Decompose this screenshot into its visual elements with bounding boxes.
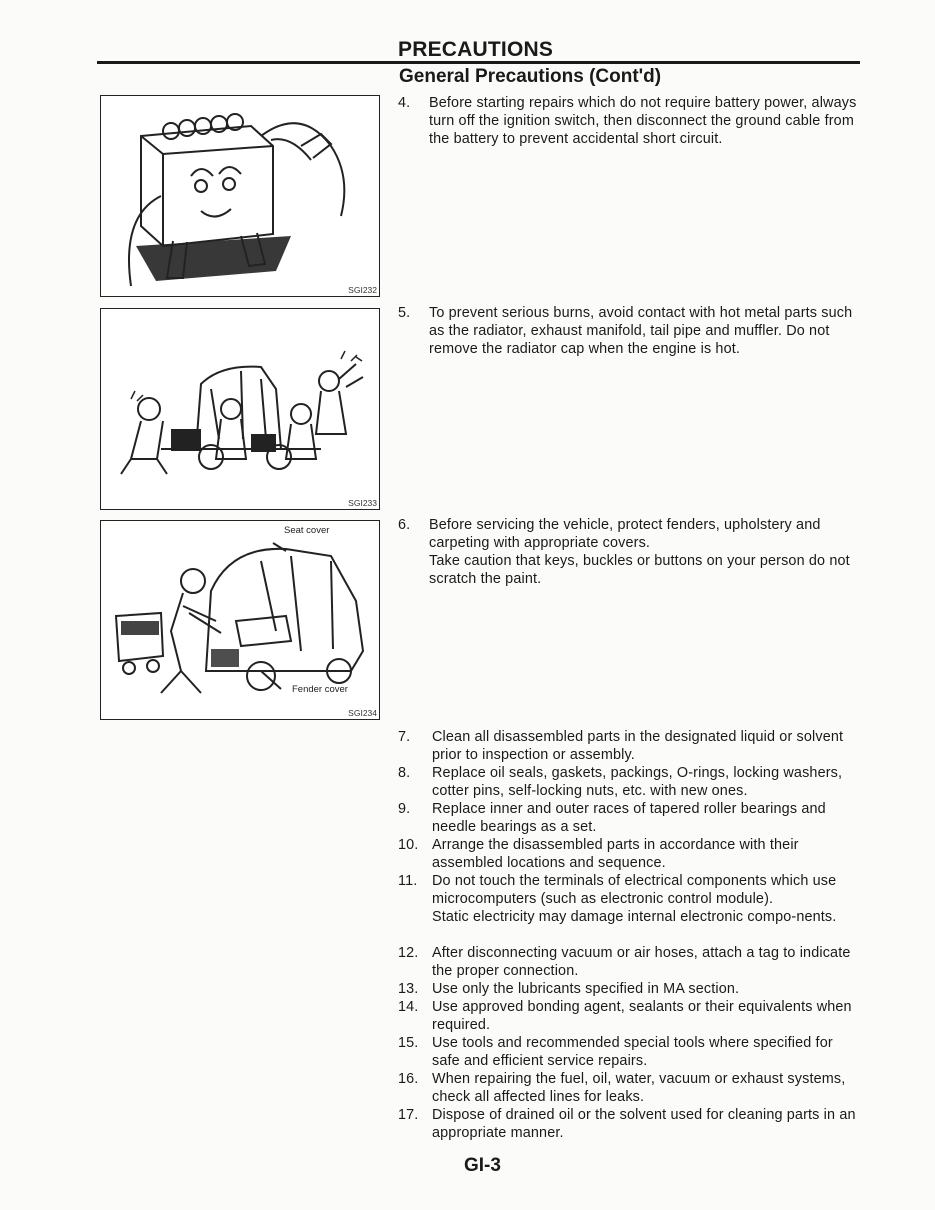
precaution-item-10 xyxy=(398,836,862,872)
item-text: Use only the lubricants specified in MA section. xyxy=(432,981,740,997)
item-number: 13. xyxy=(398,981,419,997)
battery-illustration xyxy=(101,96,379,296)
item-text: To prevent serious burns, avoid contact with hot metal parts such as the radiator, exhaust manifold, tail pipe and muffler. Do not remove the radiator cap when the engine is hot. xyxy=(429,305,853,357)
item-number: 5. xyxy=(398,305,411,321)
figure-covers xyxy=(100,520,380,720)
item-text: Do not touch the terminals of electrical components which use microcomputers (such as electronic control module). xyxy=(432,873,837,907)
precaution-item-6 xyxy=(398,516,862,588)
item-number: 10. xyxy=(398,837,419,853)
item-text: Clean all disassembled parts in the designated liquid or solvent prior to inspection or assembly. xyxy=(432,729,844,763)
precaution-item-13 xyxy=(398,980,862,998)
item-number: 8. xyxy=(398,765,411,781)
precaution-item-8 xyxy=(398,764,862,800)
figure-hot-engine xyxy=(100,308,380,510)
item-number: 9. xyxy=(398,801,411,817)
figure-battery xyxy=(100,95,380,297)
precaution-item-14 xyxy=(398,998,862,1034)
item-text: When repairing the fuel, oil, water, vacuum or exhaust systems, check all affected lines for leaks. xyxy=(432,1071,846,1105)
item-text: Arrange the disassembled parts in accordance with their assembled locations and sequence. xyxy=(432,837,799,871)
precaution-item-17 xyxy=(398,1106,862,1142)
item-text-continued: Take caution that keys, buckles or buttons on your person do not scratch the paint. xyxy=(429,553,850,587)
item-text: Use tools and recommended special tools where specified for safe and efficient service repairs. xyxy=(432,1035,833,1069)
item-number: 11. xyxy=(398,873,418,889)
item-number: 7. xyxy=(398,729,411,745)
item-text: Dispose of drained oil or the solvent used for cleaning parts in an appropriate manner. xyxy=(432,1107,856,1141)
item-text: Before servicing the vehicle, protect fenders, upholstery and carpeting with appropriate covers. xyxy=(429,517,821,551)
item-number: 6. xyxy=(398,517,411,533)
hot-engine-illustration xyxy=(101,309,379,509)
figure-code: SGI233 xyxy=(348,498,377,508)
item-text-continued: Static electricity may damage internal electronic compo-nents. xyxy=(432,909,837,925)
precaution-item-15 xyxy=(398,1034,862,1070)
item-number: 14. xyxy=(398,999,419,1015)
item-number: 17. xyxy=(398,1107,419,1123)
seat-cover-callout: Seat cover xyxy=(284,525,330,536)
item-number: 15. xyxy=(398,1035,419,1051)
item-text: Use approved bonding agent, sealants or their equivalents when required. xyxy=(432,999,852,1033)
item-number: 4. xyxy=(398,95,411,111)
precaution-item-4 xyxy=(398,94,862,148)
precaution-item-12 xyxy=(398,944,862,980)
section-title: General Precautions (Cont'd) xyxy=(399,66,662,87)
title-rule xyxy=(97,61,860,64)
page-title: PRECAUTIONS xyxy=(398,38,554,61)
precaution-item-16 xyxy=(398,1070,862,1106)
item-number: 16. xyxy=(398,1071,419,1087)
fender-cover-callout: Fender cover xyxy=(292,684,348,695)
item-text: After disconnecting vacuum or air hoses, attach a tag to indicate the proper connection. xyxy=(432,945,851,979)
precaution-item-7 xyxy=(398,728,862,764)
precaution-item-9 xyxy=(398,800,862,836)
item-text: Replace inner and outer races of tapered roller bearings and needle bearings as a set. xyxy=(432,801,826,835)
item-text: Replace oil seals, gaskets, packings, O-rings, locking washers, cotter pins, self-locking nuts, etc. with new ones. xyxy=(432,765,843,799)
page-number: GI-3 xyxy=(464,1155,501,1176)
precaution-item-5 xyxy=(398,304,862,358)
figure-code: SGI232 xyxy=(348,285,377,295)
figure-code: SGI234 xyxy=(348,708,377,718)
precaution-item-11 xyxy=(398,872,862,926)
item-number: 12. xyxy=(398,945,419,961)
item-text: Before starting repairs which do not require battery power, always turn off the ignition switch, then disconnect the ground cable from the battery to prevent accidental short circuit. xyxy=(429,95,857,147)
